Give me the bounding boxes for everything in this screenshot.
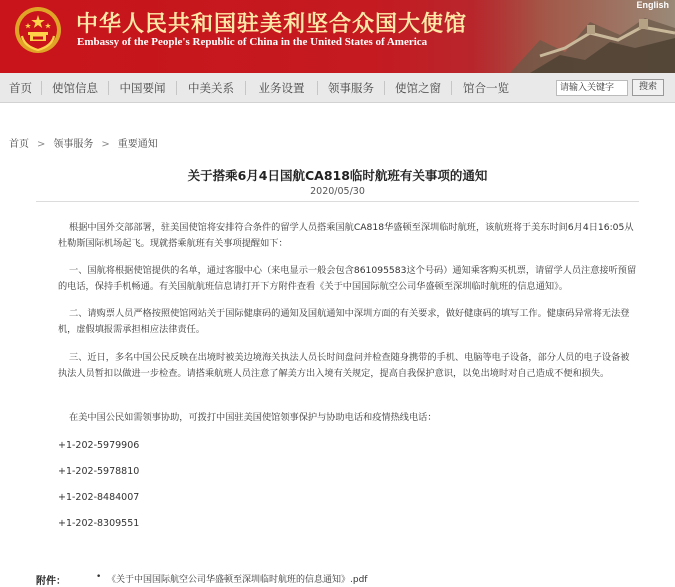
hotline-phone: +1-202-5978810 <box>58 466 140 477</box>
national-emblem-icon <box>14 6 62 54</box>
breadcrumb-notices[interactable]: 重要通知 <box>117 139 158 150</box>
breadcrumb-home[interactable]: 首页 <box>9 139 29 150</box>
english-link[interactable]: English <box>636 0 669 10</box>
nav-item-services[interactable]: 业务设置 <box>258 81 305 95</box>
hotline-phone: +1-202-8484007 <box>58 492 140 503</box>
nav-item-overview[interactable]: 馆合一览 <box>463 81 509 95</box>
bullet-icon: • <box>96 572 102 582</box>
chevron-right-icon: > <box>37 139 46 150</box>
chevron-right-icon: > <box>101 139 110 150</box>
hotline-phone: +1-202-8309551 <box>58 518 140 529</box>
attachment-link[interactable]: 《关于中国国际航空公司华盛顿至深圳临时航班的信息通知》.pdf <box>107 575 368 585</box>
site-header <box>0 0 675 73</box>
article-paragraph: 在美中国公民如需领事协助，可拨打中国驻美国使馆领事保护与协助电话和疫情热线电话： <box>69 412 437 423</box>
article-title: 关于搭乘6月4日国航CA818临时航班有关事项的通知 <box>187 168 488 183</box>
article-paragraph: 二、请购票人员严格按照使馆网站关于国际健康码的通知及国航通知中深圳方面的有关要求，做好健康码的填写工作。健康码异常将无法登机，虚假填报需承担相应法律责任。 <box>58 308 630 335</box>
search-input[interactable]: 请输入关键字 <box>556 80 628 96</box>
article-paragraph: 一、国航将根据使馆提供的名单，通过客服中心（来电显示一般会包含861095583这个号码）通知乘客购买机票，请留学人员注意接听预留的电话，保持手机畅通。有关国航航班信息请打开下方附件查看《关于中国国际航空公司华盛顿至深圳临时航班的信息通知》。 <box>58 265 637 292</box>
article-paragraph: 三、近日，多名中国公民反映在出境时被美边境海关执法人员长时间盘问并检查随身携带的手机、电脑等电子设备，部分人员的电子设备被执法人员暂扣以做进一步检查。请搭乘航班人员注意了解美方出入境有关规定，提高自我保护意识，以免出境时对自己造成不便和损失。 <box>58 352 630 379</box>
title-divider <box>36 201 639 202</box>
nav-item-consular[interactable]: 领事服务 <box>328 81 374 95</box>
great-wall-image <box>470 0 675 73</box>
nav-item-embassy-info[interactable]: 使馆信息 <box>52 81 98 95</box>
breadcrumb <box>9 135 162 150</box>
article-date: 2020/05/30 <box>310 186 365 197</box>
hotline-phone: +1-202-5979906 <box>58 440 140 451</box>
site-title-cn: 中华人民共和国驻美利坚合众国大使馆 <box>76 11 468 37</box>
breadcrumb-consular[interactable]: 领事服务 <box>53 139 94 150</box>
site-title-en: Embassy of the People's Republic of China in the United States of America <box>77 36 428 48</box>
article-paragraph: 根据中国外交部部署，驻美国使馆将安排符合条件的留学人员搭乘国航CA818华盛顿至深圳临时航班，该航班将于美东时间6月4日16:05从杜勒斯国际机场起飞。现就搭乘航班有关事项提醒如下： <box>58 222 634 249</box>
nav-item-china-us-relations[interactable]: 中美关系 <box>188 81 234 95</box>
search-button[interactable]: 搜索 <box>632 79 664 96</box>
nav-item-home[interactable]: 首页 <box>9 81 32 95</box>
nav-item-china-news[interactable]: 中国要闻 <box>119 81 166 95</box>
attachment-label: 附件： <box>36 576 66 587</box>
nav-item-window[interactable]: 使馆之窗 <box>395 81 441 95</box>
